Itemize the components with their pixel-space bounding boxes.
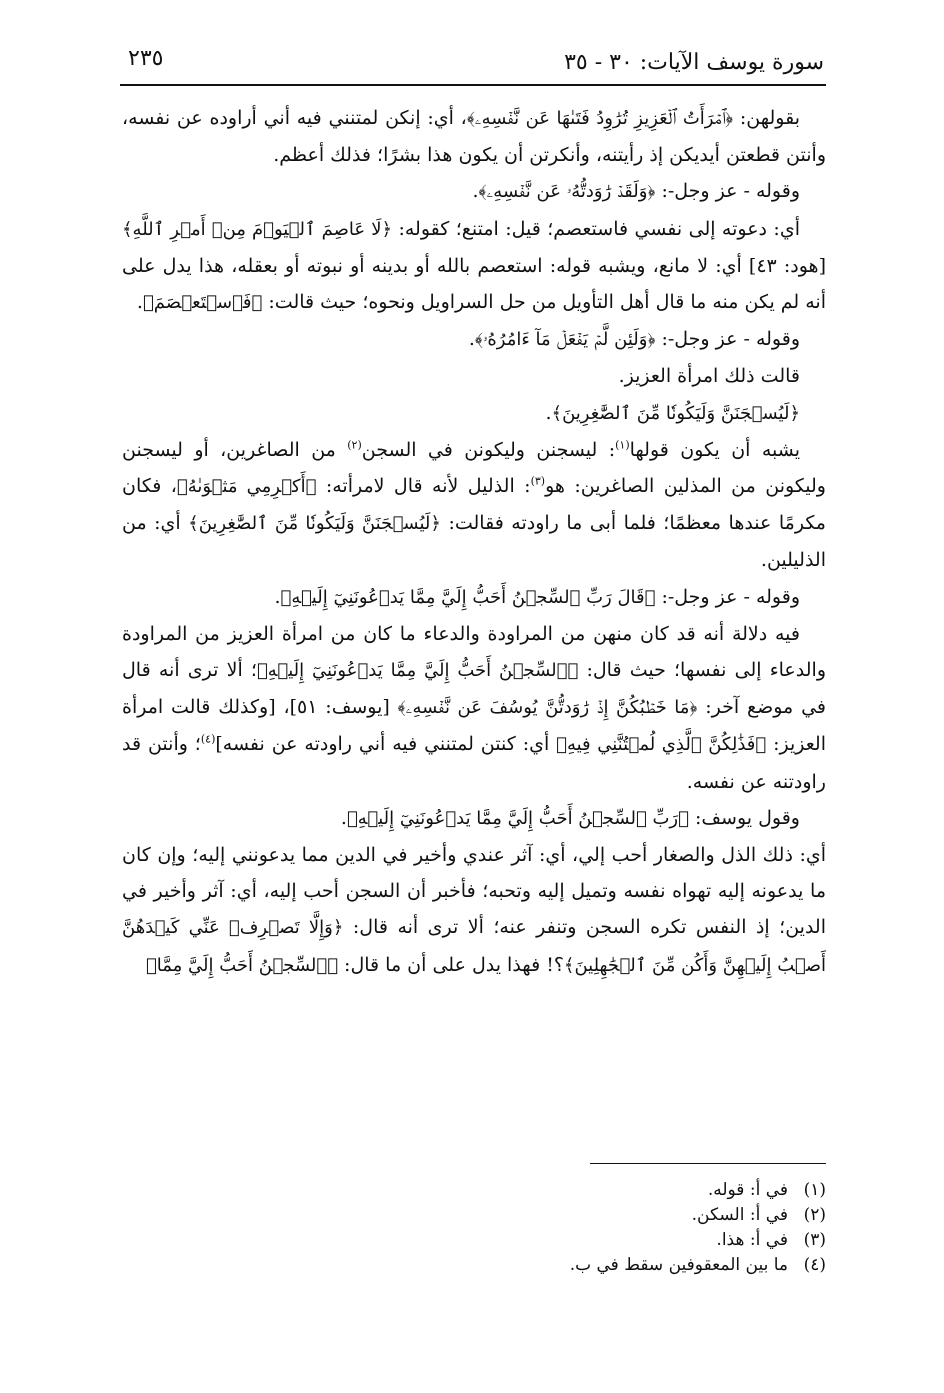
page-number: ٢٣٥: [128, 46, 164, 71]
paragraph-7: يشبه أن يكون قولها$^{(١)}$: ليسجنن وليكونن في السجن$^{(٢)}$ من الصاغرين، أو ليسجنن وليكونن من المذلين الصاغرين: هو$^{(٣)}$: الذليل لأنه قال لامرأته: ﴿أَكۡرِمِي مَثۡوَىٰهُ﴾، فكان مكرمًا عندها معظمًا؛ فلما أبى ما راودته فقالت: ﴿لَيُسۡجَنَنَّ وَلَيَكُونٗا مِّنَ ٱلصَّٰغِرِينَ﴾ أي: من الذليلين.: [122, 438, 826, 572]
footnote-ref: (٤): [200, 733, 216, 747]
paragraph-2: وقوله - عز وجل-: ﴿وَلَقَدۡ رَٰوَدتُّهُۥ عَن نَّفۡسِهِۦ﴾.: [472, 180, 800, 203]
header-rule: [120, 84, 826, 86]
footnote: (٢)في أ: السكن.: [691, 1205, 826, 1225]
paragraph-1: بقولهن: ﴿ٱمۡرَأَتُ ٱلۡعَزِيزِ تُرَٰوِدُ فَتَىٰهَا عَن نَّفۡسِهِۦ﴾، أي: إنكن لمتنني فيه أني أراوده عن نفسه، وأنتن قطعتن أيديكن إذ رأيتنه، وأنكرتن أن يكون هذا بشرًا؛ فذلك أعظم.: [122, 107, 826, 167]
footnote-ref: (١): [615, 438, 630, 452]
running-title: سورة يوسف الآيات: ٣٠ - ٣٥: [564, 50, 824, 75]
footnote: (٤)ما بين المعقوفين سقط في ب.: [569, 1255, 826, 1275]
quran-verse: ﴿لَا عَاصِمَ ٱلۡيَوۡمَ مِنۡ أَمۡرِ ٱللَّهِ﴾: [122, 218, 393, 240]
paragraph-3: أي: دعوته إلى نفسي فاستعصم؛ قيل: امتنع؛ كقوله: ﴿لَا عَاصِمَ ٱلۡيَوۡمَ مِنۡ أَمۡرِ ٱللَّهِ﴾ [هود: ٤٣] أي: لا مانع، ويشبه قوله: استعصم بالله أو بدينه أو نبوته أو بعقله، هذا يدل على أنه لم يكن منه ما قال أهل التأويل من حل السراويل ونحوه؛ حيث قالت: ﴿فَٱسۡتَعۡصَمَ﴾.: [122, 217, 826, 314]
quran-verse: ﴿وَإِلَّا تَصۡرِفۡ عَنِّي كَيۡدَهُنَّ أَصۡبُ إِلَيۡهِنَّ وَأَكُن مِّنَ ٱلۡجَٰهِلِينَ﴾: [122, 917, 826, 976]
quran-verse: ﴿لَيُسۡجَنَنَّ وَلَيَكُونٗا مِّنَ ٱلصَّٰغِرِينَ﴾: [551, 402, 800, 424]
quran-verse: ﴿ٱمۡرَأَتُ ٱلۡعَزِيزِ تُرَٰوِدُ فَتَىٰهَا عَن نَّفۡسِهِۦ﴾: [466, 108, 734, 129]
quran-verse: ﴿ٱلسِّجۡنُ أَحَبُّ إِلَيَّ مِمَّا﴾: [145, 954, 339, 976]
quran-verse: ﴿وَلَقَدۡ رَٰوَدتُّهُۥ عَن نَّفۡسِهِۦ﴾: [478, 181, 656, 203]
footnote-rule: [590, 1163, 826, 1164]
quran-verse: ﴿ٱلسِّجۡنُ أَحَبُّ إِلَيَّ مِمَّا يَدۡعُونَنِيٓ إِلَيۡهِ﴾: [256, 660, 579, 682]
quran-verse: ﴿لَيُسۡجَنَنَّ وَلَيَكُونٗا مِّنَ ٱلصَّٰغِرِينَ﴾: [188, 513, 441, 535]
quran-verse: ﴿قَالَ رَبِّ ٱلسِّجۡنُ أَحَبُّ إِلَيَّ مِمَّا يَدۡعُونَنِيٓ إِلَيۡهِ﴾: [280, 586, 656, 608]
quran-verse: ﴿أَكۡرِمِي مَثۡوَىٰهُ﴾: [176, 476, 317, 498]
running-header: [128, 40, 824, 80]
paragraph-5: قالت ذلك امرأة العزيز.: [618, 365, 800, 388]
quran-verse: ﴿فَٱسۡتَعۡصَمَ﴾: [142, 292, 263, 314]
footnotes: [122, 1178, 826, 1278]
quran-verse: ﴿رَبِّ ٱلسِّجۡنُ أَحَبُّ إِلَيَّ مِمَّا يَدۡعُونَنِيٓ إِلَيۡهِ﴾: [346, 807, 689, 829]
paragraph-4: وقوله - عز وجل-: ﴿وَلَئِن لَّمۡ يَفۡعَلۡ مَآ ءَامُرُهُۥ﴾.: [468, 328, 800, 351]
quran-verse: ﴿فَذَٰلِكُنَّ ٱلَّذِي لُمۡتُنَّنِي فِيهِ﴾: [556, 734, 767, 756]
paragraph-6: ﴿لَيُسۡجَنَنَّ وَلَيَكُونٗا مِّنَ ٱلصَّٰغِرِينَ﴾.: [545, 401, 800, 424]
paragraph-10: وقول يوسف: ﴿رَبِّ ٱلسِّجۡنُ أَحَبُّ إِلَيَّ مِمَّا يَدۡعُونَنِيٓ إِلَيۡهِ﴾.: [340, 806, 800, 829]
quran-verse: ﴿وَلَئِن لَّمۡ يَفۡعَلۡ مَآ ءَامُرُهُۥ﴾: [474, 329, 656, 351]
footnote-ref: (٢): [347, 438, 362, 452]
footnote: (١)في أ: قوله.: [707, 1180, 826, 1200]
main-text: [122, 100, 826, 984]
footnote: (٣)في أ: هذا.: [716, 1230, 826, 1250]
paragraph-11: أي: ذلك الذل والصغار أحب إلي، أي: آثر عندي وأخير في الدين مما يدعونني إليه؛ وإن كان ما يدعونه إليه تهواه نفسه وتميل إليه وتحبه؛ فأخبر أن السجن أحب إليه، أي: آثر وأخير في الدين؛ إذ النفس تكره السجن وتنفر عنه؛ ألا ترى أنه قال: ﴿وَإِلَّا تَصۡرِفۡ عَنِّي كَيۡدَهُنَّ أَصۡبُ إِلَيۡهِنَّ وَأَكُن مِّنَ ٱلۡجَٰهِلِينَ﴾؟! فهذا يدل على أن ما قال: ﴿ٱلسِّجۡنُ أَحَبُّ إِلَيَّ مِمَّا﴾: [122, 844, 826, 976]
footnote-ref: (٣): [530, 474, 546, 488]
paragraph-9: فيه دلالة أنه قد كان منهن من المراودة والدعاء ما كان من امرأة العزيز من المراودة والدعاء إلى نفسها؛ حيث قال: ﴿ٱلسِّجۡنُ أَحَبُّ إِلَيَّ مِمَّا يَدۡعُونَنِيٓ إِلَيۡهِ﴾؛ ألا ترى أنه قال في موضع آخر: ﴿مَا خَطۡبُكُنَّ إِذۡ رَٰوَدتُّنَّ يُوسُفَ عَن نَّفۡسِهِۦ﴾ [يوسف: ٥١]، [وكذلك قالت امرأة العزيز: ﴿فَذَٰلِكُنَّ ٱلَّذِي لُمۡتُنَّنِي فِيهِ﴾ أي: كنتن لمتنني فيه أني راودته عن نفسه]$^{(٤)}$؛ وأنتن قد راودتنه عن نفسه.: [122, 622, 827, 793]
quran-verse: ﴿مَا خَطۡبُكُنَّ إِذۡ رَٰوَدتُّنَّ يُوسُفَ عَن نَّفۡسِهِۦ﴾: [397, 697, 698, 719]
paragraph-8: وقوله - عز وجل-: ﴿قَالَ رَبِّ ٱلسِّجۡنُ أَحَبُّ إِلَيَّ مِمَّا يَدۡعُونَنِيٓ إِلَيۡهِ﴾.: [274, 585, 800, 608]
